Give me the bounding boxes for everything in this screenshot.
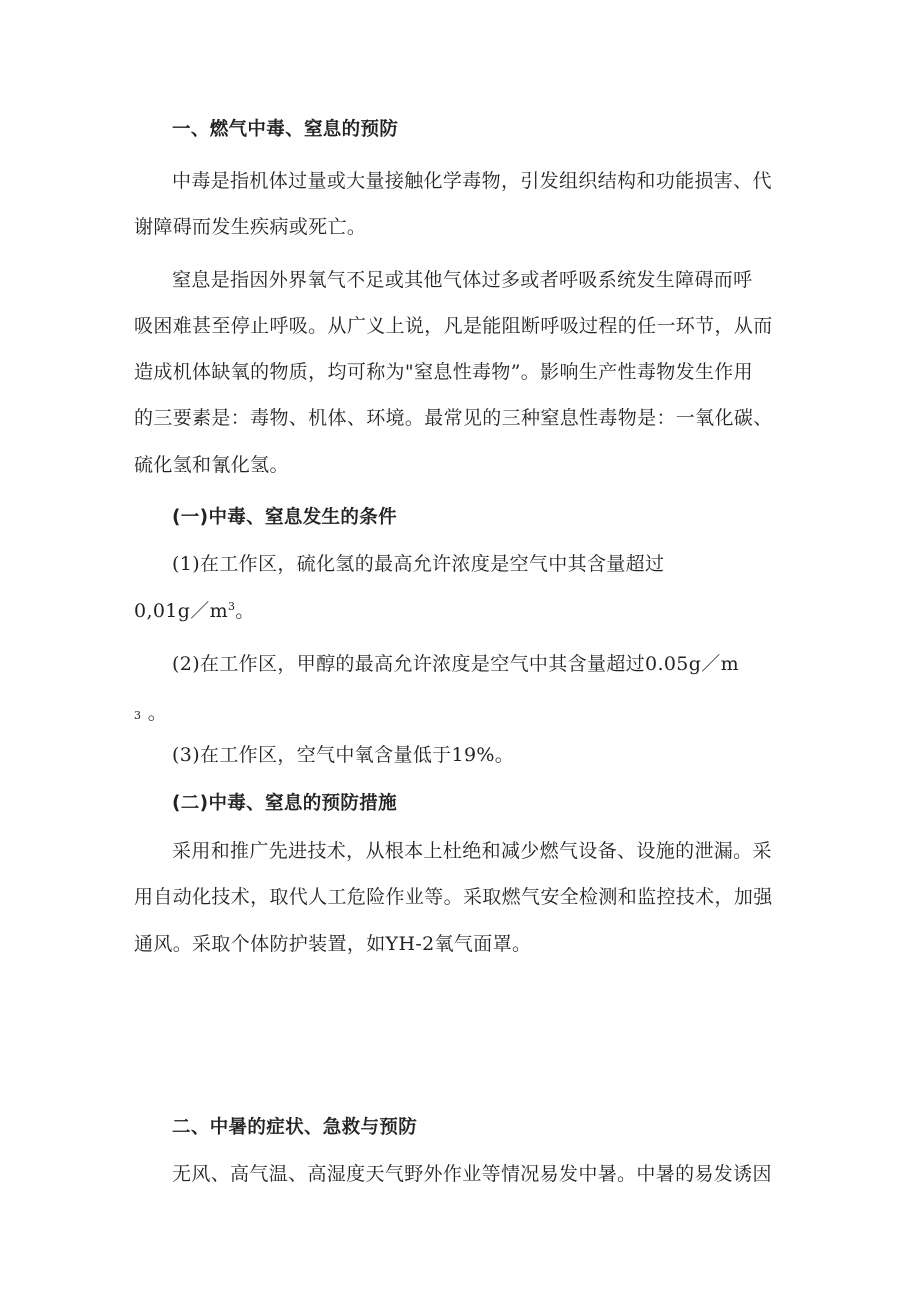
section2-heading: 二、中暑的症状、急救与预防 (172, 1117, 418, 1138)
paragraph-line: 无风、高气温、高湿度天气野外作业等情况易发中暑。中暑的易发诱因 (172, 1163, 772, 1185)
paragraph-line: 窒息是指因外界氧气不足或其他气体过多或者呼吸系统发生障碍而呼 (172, 269, 753, 291)
condition-item-3: (3)在工作区，空气中氧含量低于19%。 (172, 744, 515, 766)
period: 。 (235, 600, 255, 622)
paragraph-line: 谢障碍而发生疾病或死亡。 (134, 216, 367, 238)
paragraph-line: 造成机体缺氧的物质，均可称为"窒息性毒物”。影响生产性毒物发生作用 (134, 361, 754, 383)
subsection1-heading: (一)中毒、窒息发生的条件 (172, 507, 397, 528)
superscript: 3 (227, 600, 236, 613)
condition-item-2-cont (134, 700, 167, 729)
condition-item-2: (2)在工作区，甲醇的最高允许浓度是空气中其含量超过0.05g／m (172, 653, 739, 675)
paragraph-line: 通风。采取个体防护装置，如YH-2氧气面罩。 (134, 933, 532, 955)
paragraph-line: 硫化氢和氰化氢。 (134, 454, 289, 476)
paragraph-line: 采用和推广先进技术，从根本上杜绝和减少燃气设备、设施的泄漏。采 (172, 840, 772, 862)
condition-item-1: (1)在工作区，硫化氢的最高允许浓度是空气中其含量超过 (172, 553, 665, 575)
paragraph-line: 吸困难甚至停止呼吸。从广义上说，凡是能阻断呼吸过程的任一环节，从而 (134, 315, 773, 337)
paragraph-line: 用自动化技术，取代人工危险作业等。采取燃气安全检测和监控技术，加强 (134, 886, 773, 908)
superscript: 3 (134, 709, 142, 722)
period: 。 (147, 702, 168, 724)
concentration-value: 0,01g／m (134, 600, 228, 622)
subsection2-heading: (二)中毒、窒息的预防措施 (172, 793, 397, 814)
section1-heading: 一、燃气中毒、窒息的预防 (172, 119, 399, 140)
condition-item-1-cont (134, 598, 255, 624)
paragraph-line: 的三要素是：毒物、机体、环境。最常见的三种窒息性毒物是：一氧化碳、 (134, 407, 773, 429)
paragraph-line: 中毒是指机体过量或大量接触化学毒物，引发组织结构和功能损害、代 (172, 170, 772, 192)
